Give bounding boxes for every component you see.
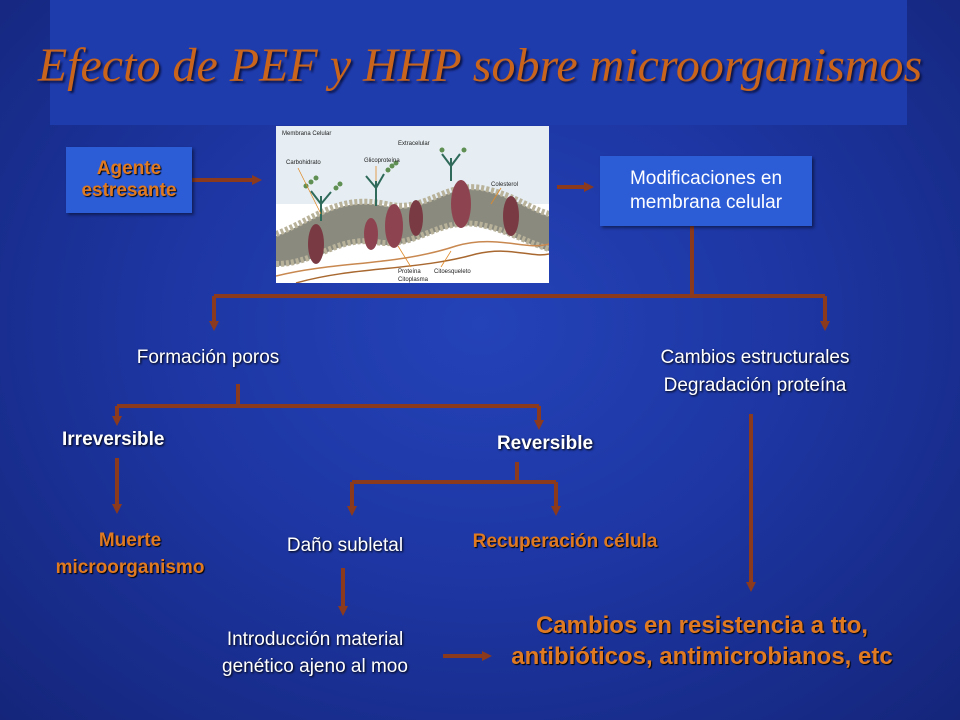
reversible-label: Reversible <box>496 433 594 454</box>
introduccion-material-label: Introducción material genético ajeno al moo <box>222 629 408 677</box>
agente-estresante-box <box>66 147 192 213</box>
modificaciones-label: Modificaciones en membrana celular <box>629 168 783 213</box>
figure-label-citoesqueleto: Citoesqueleto <box>434 269 471 275</box>
formacion-poros-label: Formación poros <box>136 347 280 368</box>
agente-estresante-label: Agente estresante <box>81 158 177 201</box>
figure-label-proteina: Proteína <box>398 269 421 275</box>
slide-title: Efecto de PEF y HHP sobre microorganismos <box>37 39 923 92</box>
figure-label-carbohidrato: Carbohidrato <box>286 160 321 166</box>
resistencia-label: Cambios en resistencia a tto, antibióticos, antimicrobianos, etc <box>511 612 893 670</box>
figure-label-membrana: Membrana Celular <box>282 131 332 137</box>
muerte-microorganismo-label: Muerte microorganismo <box>55 530 205 578</box>
irreversible-label: Irreversible <box>62 429 165 450</box>
cambios-estructurales-label: Cambios estructurales <box>660 347 850 368</box>
modificaciones-box <box>600 156 812 226</box>
degradacion-proteina-label: Degradación proteína <box>663 375 847 396</box>
cell-membrane-figure <box>276 126 549 283</box>
dano-subletal-label: Daño subletal <box>286 535 404 556</box>
cell-membrane-illustration <box>276 126 549 283</box>
figure-label-extracelular: Extracelular <box>398 141 430 147</box>
figure-label-colesterol: Colesterol <box>491 182 519 188</box>
figure-label-glicoproteina: Glicoproteína <box>364 158 400 164</box>
figure-label-citoplasma: Citoplasma <box>398 277 429 283</box>
recuperacion-celula-label: Recuperación célula <box>472 531 658 552</box>
